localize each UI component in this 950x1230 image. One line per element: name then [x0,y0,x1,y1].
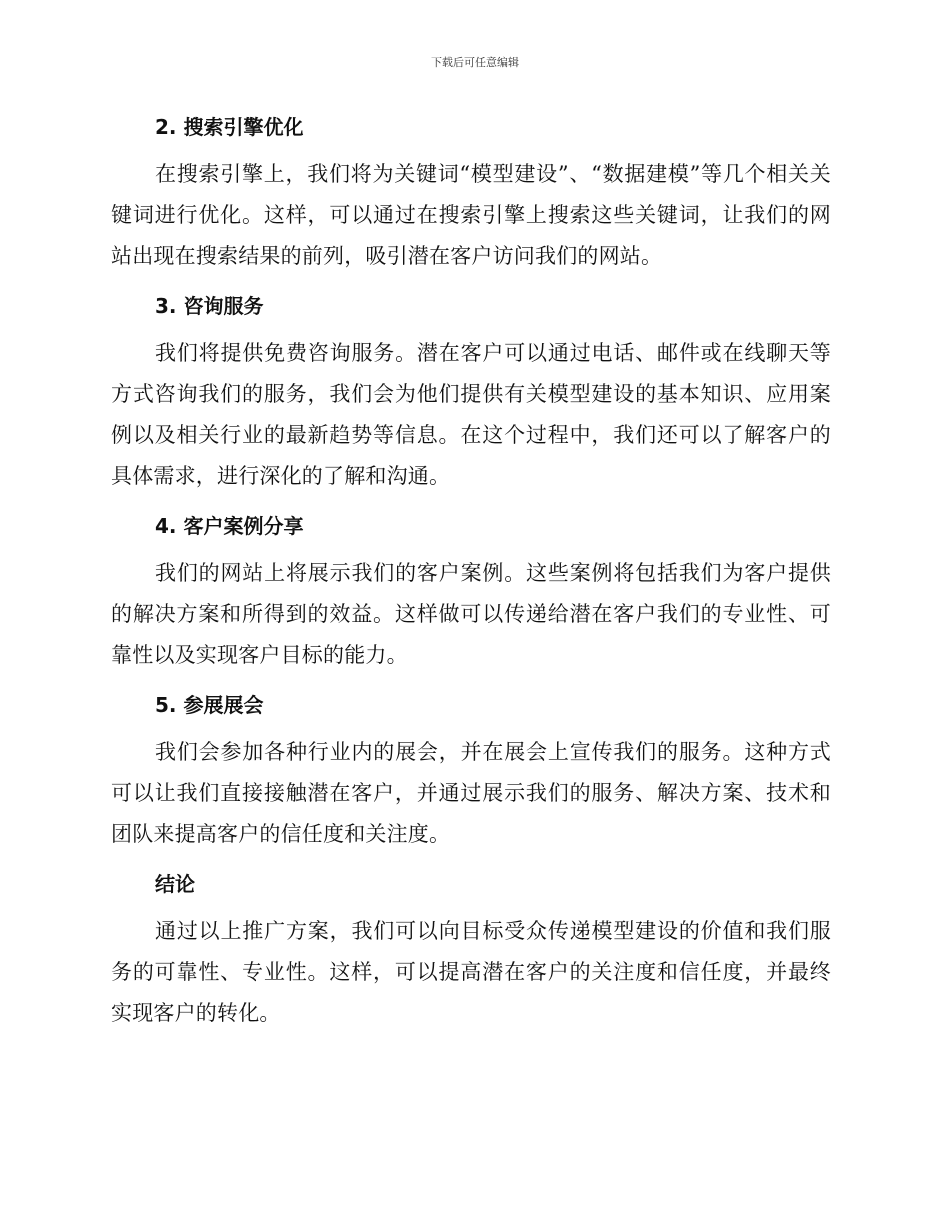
section-body-conclusion: 通过以上推广方案，我们可以向目标受众传递模型建设的价值和我们服务的可靠性、专业性。这样，可以提高潜在客户的关注度和信任度，并最终实现客户的转化。 [111,919,831,1025]
section-heading-consulting: 3. 咨询服务 [155,294,264,318]
section-body-consulting: 我们将提供免费咨询服务。潜在客户可以通过电话、邮件或在线聊天等方式咨询我们的服务，我们会为他们提供有关模型建设的基本知识、应用案例以及相关行业的最新趋势等信息。在这个过程中，我们还可以了解客户的具体需求，进行深化的了解和沟通。 [111,341,831,488]
document-body [111,108,831,1044]
section-heading-seo: 2. 搜索引擎优化 [155,115,304,139]
section-body-case-studies: 我们的网站上将展示我们的客户案例。这些案例将包括我们为客户提供的解决方案和所得到的效益。这样做可以传递给潜在客户我们的专业性、可靠性以及实现客户目标的能力。 [111,561,831,667]
section-body-exhibitions: 我们会参加各种行业内的展会，并在展会上宣传我们的服务。这种方式可以让我们直接接触潜在客户，并通过展示我们的服务、解决方案、技术和团队来提高客户的信任度和关注度。 [111,740,831,846]
section-heading-conclusion: 结论 [155,872,195,896]
section-heading-case-studies: 4. 客户案例分享 [155,514,304,538]
header-note: 下载后可任意编辑 [431,56,519,69]
section-body-seo: 在搜索引擎上，我们将为关键词“模型建设”、“数据建模”等几个相关关键词进行优化。这样，可以通过在搜索引擎上搜索这些关键词，让我们的网站出现在搜索结果的前列，吸引潜在客户访问我们的网站。 [111,162,831,268]
section-heading-exhibitions: 5. 参展展会 [155,693,264,717]
